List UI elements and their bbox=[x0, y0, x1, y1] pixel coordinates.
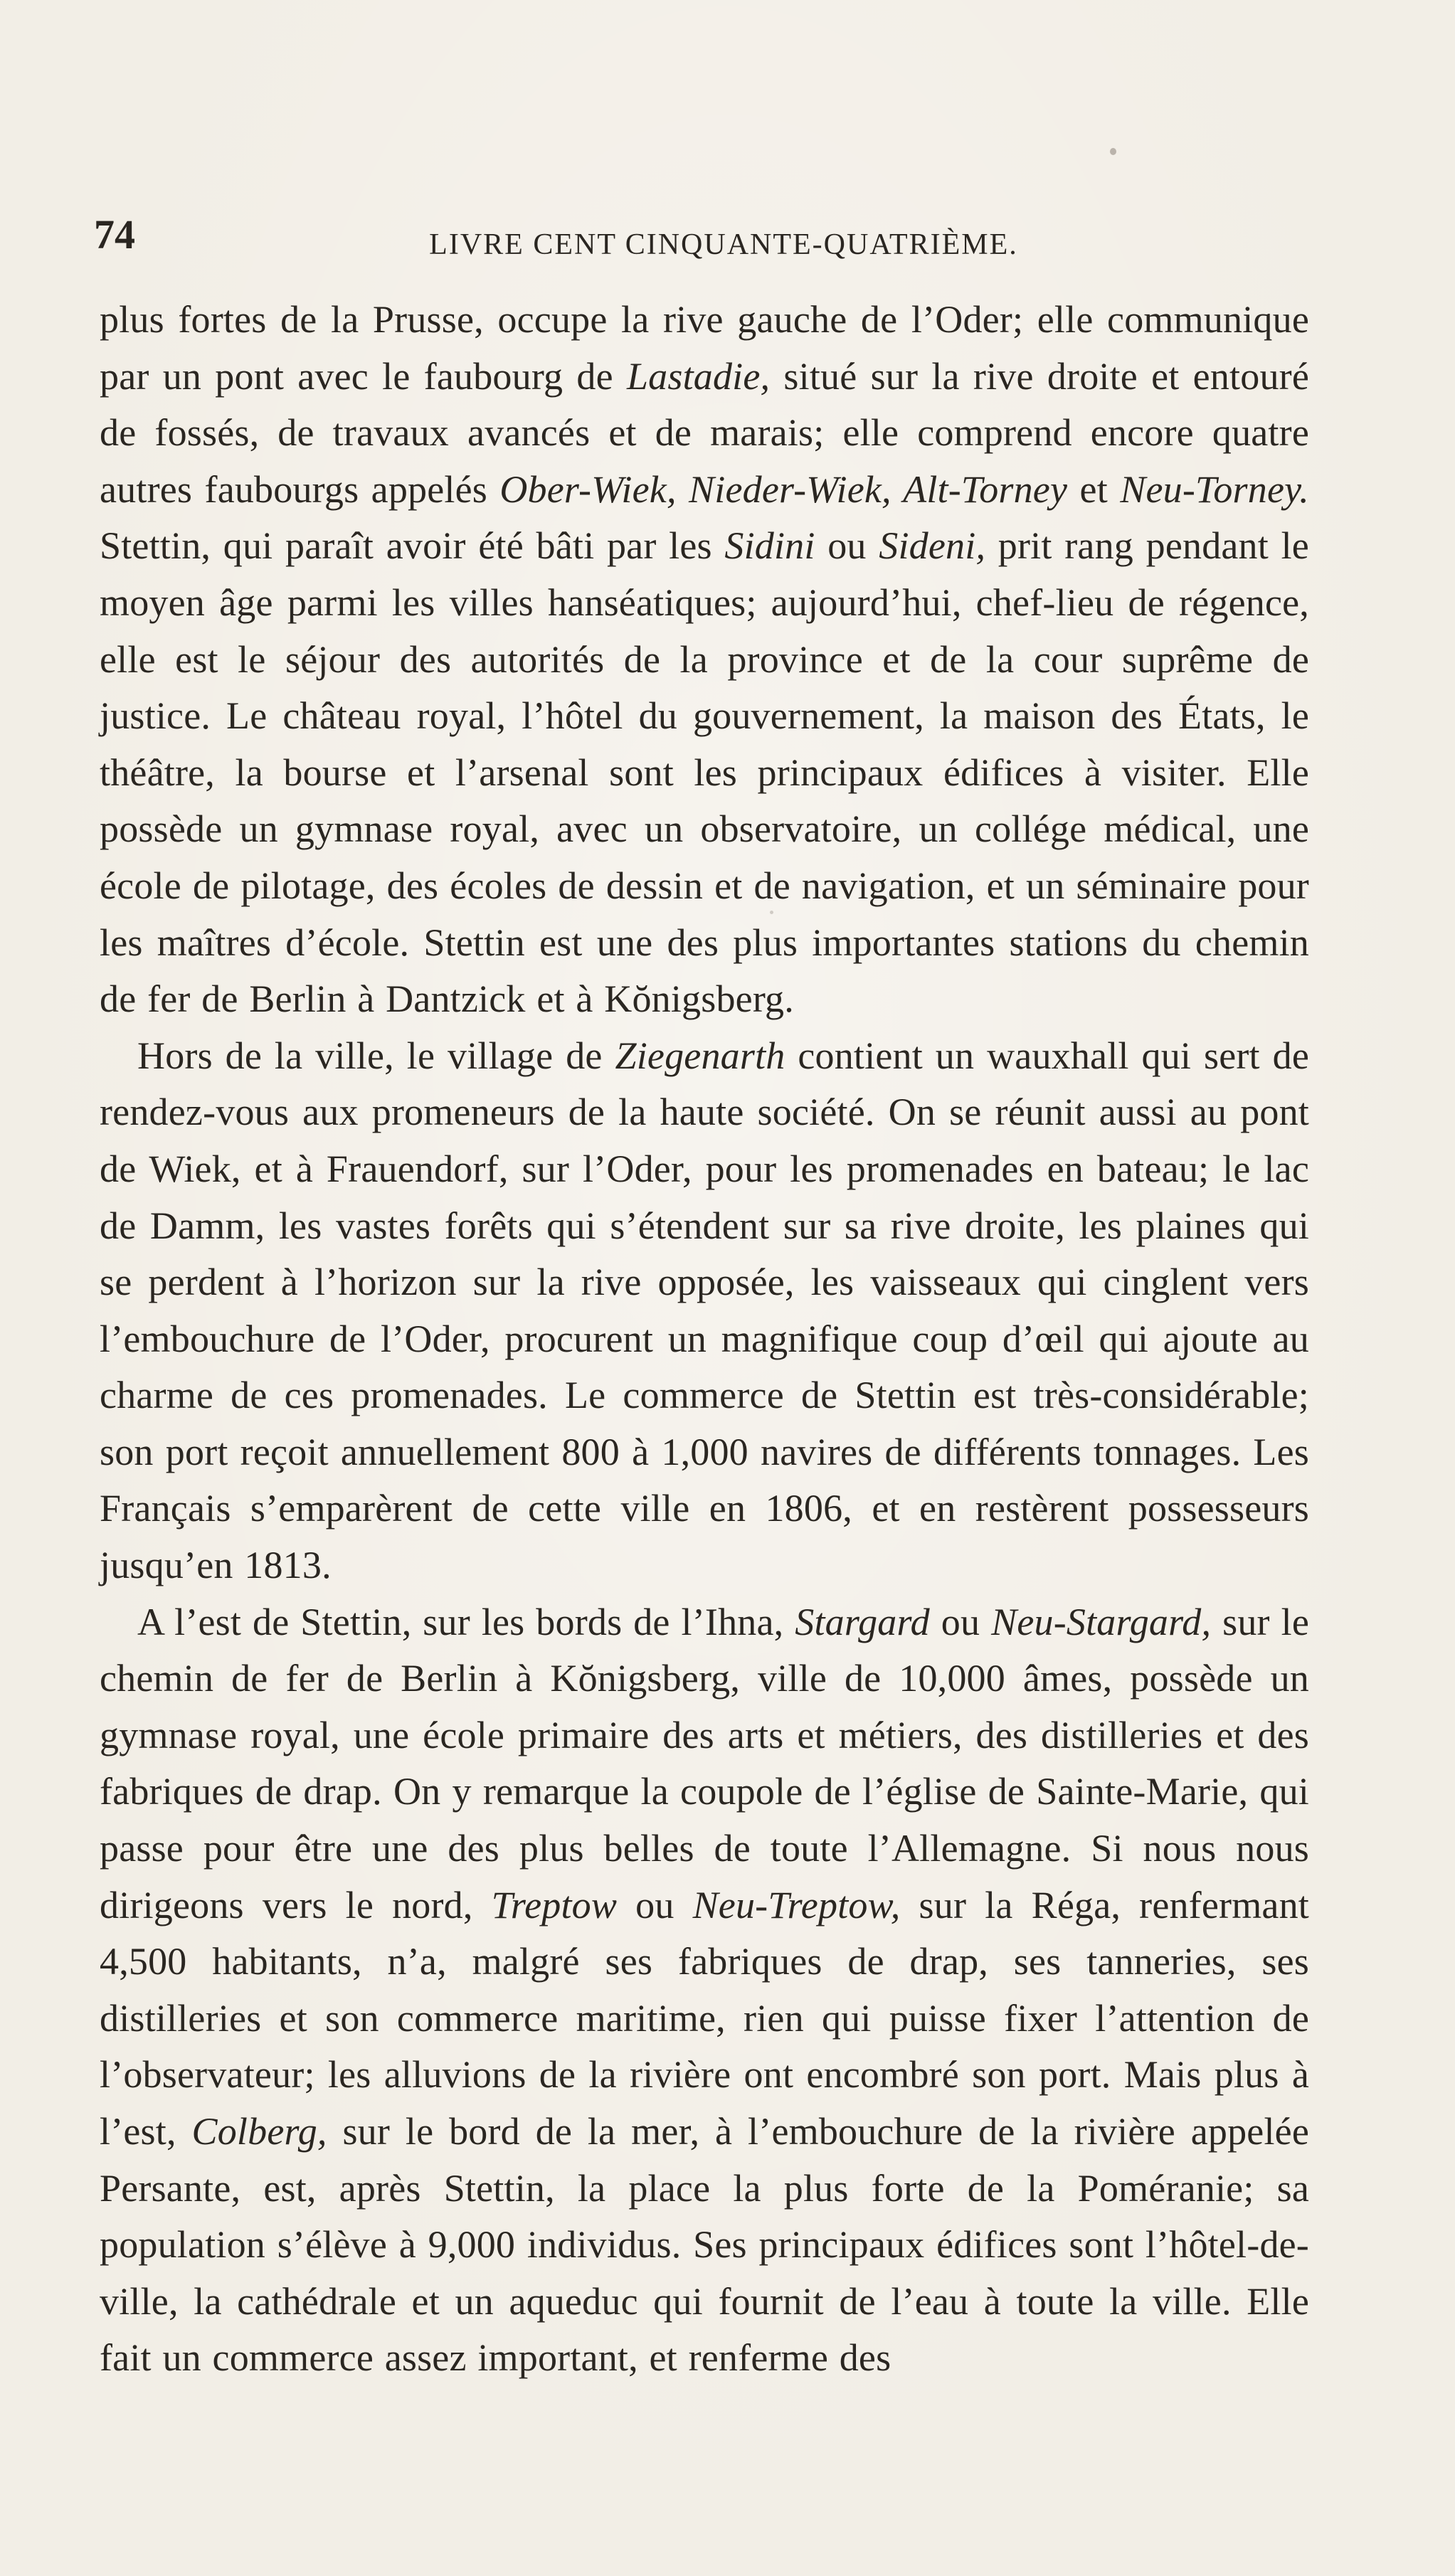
italic-place-name: Sideni, bbox=[879, 524, 986, 568]
running-head: LIVRE CENT CINQUANTE-QUATRIÈME. bbox=[429, 228, 1018, 261]
paper-speck bbox=[1110, 148, 1116, 155]
text-run: situé sur la rive droite et entouré de fossés, de travaux avancés et de marais; elle comprend encore quatre autres faubourgs appelés bbox=[100, 354, 1309, 511]
italic-place-name: Colberg, bbox=[191, 2110, 327, 2153]
text-run: A l’est de Stettin, sur les bords de l’Ihna, bbox=[137, 1600, 795, 1643]
text-run: prit rang pendant le moyen âge parmi les villes hanséatiques; aujourd’hui, chef-lieu de régence, elle est le séjour des autorités de la province et de la cour suprême de justice. Le château royal, l’hôtel du gouvernement, la maison des États, le théâtre, la bourse et l’arsenal sont les principaux édifices à visiter. Elle possède un gymnase royal, avec un observatoire, un collége médical, une école de pilotage, des écoles de dessin et de navigation, et un séminaire pour les maîtres d’école. Stettin est une des plus importantes stations du chemin de fer de Berlin à Dantzick et à Kŏnigsberg. bbox=[100, 524, 1309, 1021]
italic-place-name: Ober-Wiek, Nieder-Wiek, Alt-Torney bbox=[499, 467, 1068, 511]
body-text bbox=[100, 292, 1309, 2387]
italic-place-name: Treptow bbox=[491, 1883, 618, 1926]
italic-place-name: Stargard bbox=[795, 1600, 930, 1643]
italic-place-name: Neu-Torney. bbox=[1120, 467, 1309, 511]
paragraph bbox=[100, 292, 1309, 1028]
italic-place-name: Lastadie, bbox=[626, 354, 771, 398]
page-header bbox=[94, 213, 1311, 270]
italic-place-name: Ziegenarth bbox=[615, 1034, 785, 1077]
italic-place-name: Sidini bbox=[724, 524, 815, 568]
paragraph bbox=[100, 1028, 1309, 1594]
paragraph bbox=[100, 1594, 1309, 2387]
text-run: sur le bord de la mer, à l’embouchure de la rivière appelée Persante, est, après Stettin, la place la plus forte de la Poméranie; sa population s’élève à 9,000 individus. Ses principaux édifices sont l’hôtel-de-ville, la cathédrale et un aqueduc qui fournit de l’eau à toute la ville. Elle fait un commerce assez important, et renferme des bbox=[100, 2110, 1309, 2380]
text-run: ou bbox=[815, 524, 879, 568]
italic-place-name: Neu-Treptow, bbox=[692, 1883, 901, 1926]
text-run: sur le chemin de fer de Berlin à Kŏnigsberg, ville de 10,000 âmes, possède un gymnase royal, une école primaire des arts et métiers, des distilleries et des fabriques de drap. On y remarque la coupole de l’église de Sainte-Marie, qui passe pour être une des plus belles de toute l’Allemagne. Si nous nous dirigeons vers le nord, bbox=[100, 1600, 1309, 1926]
italic-place-name: Neu-Stargard, bbox=[991, 1600, 1212, 1643]
text-run: Hors de la ville, le village de bbox=[137, 1034, 615, 1077]
text-run: contient un wauxhall qui sert de rendez-vous aux promeneurs de la haute société. On se réunit aussi au pont de Wiek, et à Frauendorf, sur l’Oder, pour les promenades en bateau; le lac de Damm, les vastes forêts qui s’étendent sur sa rive droite, les plaines qui se perdent à l’horizon sur la rive opposée, les vaisseaux qui cinglent vers l’embouchure de l’Oder, procurent un magnifique coup d’œil qui ajoute au charme de ces promenades. Le commerce de Stettin est très-considérable; son port reçoit annuellement 800 à 1,000 navires de différents tonnages. Les Français s’emparèrent de cette ville en 1806, et en restèrent possesseurs jusqu’en 1813. bbox=[100, 1034, 1310, 1587]
text-run: sur la Réga, renfermant 4,500 habitants, n’a, malgré ses fabriques de drap, ses tanneries, ses distilleries et son commerce maritime, rien qui puisse fixer l’attention de l’observateur; les alluvions de la rivière ont encombré son port. Mais plus à l’est, bbox=[100, 1883, 1309, 2153]
text-run: et bbox=[1067, 467, 1121, 511]
text-run: ou bbox=[617, 1883, 693, 1926]
text-run: plus fortes de la Prusse, occupe la rive gauche de l’Oder; elle communique par un pont avec le faubourg de bbox=[100, 298, 1309, 398]
text-run: ou bbox=[929, 1600, 992, 1643]
text-run: Stettin, qui paraît avoir été bâti par les bbox=[100, 524, 725, 568]
page-number: 74 bbox=[94, 211, 135, 258]
